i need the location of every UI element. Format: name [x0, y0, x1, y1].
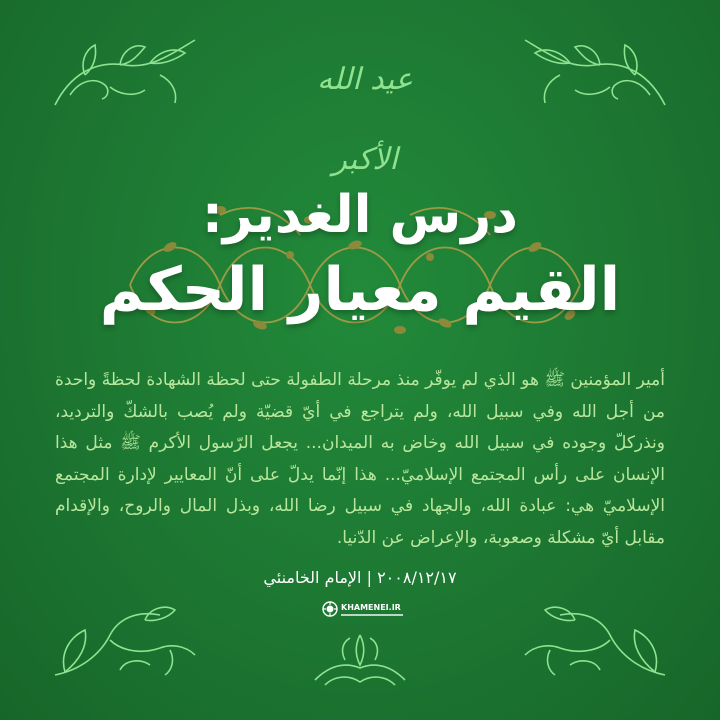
page-title-line-2: القيم معيار الحكم — [99, 255, 621, 325]
logo-underline — [341, 614, 403, 616]
corner-ornament-icon — [305, 630, 415, 690]
quote-text: أمير المؤمنين ﷺ هو الذي لم يوفّر منذ مرحلة الطفولة حتى لحظة الشهادة لحظةً واحدة من أجل الله وفي سبيل الله، ولم يتراجع في أيّ قضيّة ولم يُصب بالشكّ والترديد، ونذركلّ وجوده في سبيل الله وخاض به الميدان... يجعل الرّسول الأكرم ﷺ مثل هذا الإنسان على رأس المجتمع الإسلاميّ... هذا إنّما يدلّ على أنّ المعايير لإدارة المجتمع الإسلاميّ هي: عبادة الله، والجهاد في سبيل رضا الله، وبذل المال والروح، والإقدام مقابل أيّ مشكلة وصعوبة، والإعراض عن الدّنيا. — [55, 370, 665, 548]
source-attribution: ۲۰۰۸/۱۲/۱۷ | الإمام الخامنئي — [263, 568, 457, 587]
corner-ornament-icon — [50, 35, 200, 110]
logo-text-group — [341, 603, 403, 616]
khamenei-logo[interactable] — [322, 598, 404, 620]
khamenei-logo-icon — [322, 601, 338, 617]
corner-ornament-icon — [50, 600, 200, 680]
corner-ornament-icon — [520, 35, 670, 110]
page-title-line-1: درس الغدير: — [202, 185, 518, 245]
logo-text: KHAMENEI.IR — [341, 602, 401, 612]
corner-ornament-icon — [520, 600, 670, 680]
calligraphy-logo: عيد الله الأكبر — [317, 62, 413, 177]
